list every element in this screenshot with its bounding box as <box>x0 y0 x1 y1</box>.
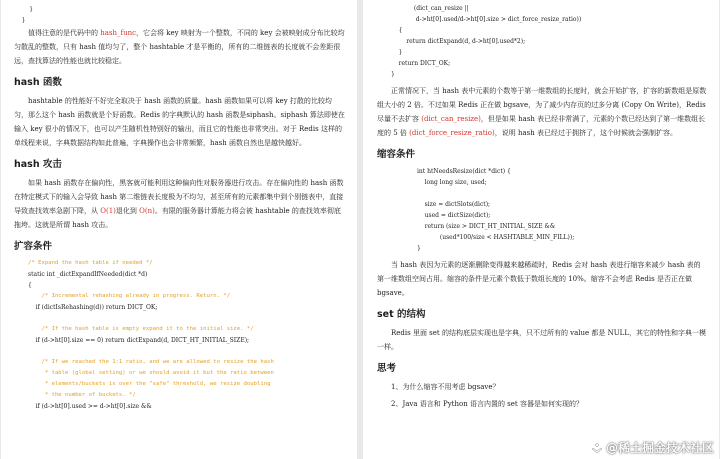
code-line: return dictExpand(d, d->ht[0].used*2); <box>391 38 526 45</box>
code-needs-resize <box>377 166 707 254</box>
code-line: } <box>391 49 403 56</box>
code-line: /* Expand the hash table if needed */ <box>28 260 153 266</box>
code-line: int htNeedsResize(dict *dict) { <box>417 168 511 175</box>
highlight-force-resize-ratio: (dict_force_resize_ratio) <box>409 129 495 137</box>
paragraph-shrink: 当 hash 表因为元素的逐渐删除变得越来越稀疏时，Redis 会对 hash 表进行缩容来减少 hash 表的第一维数组空间占用。缩容的条件是元素个数低于数组长度的 10%。缩容不会考虑 Redis 是否正在做 bgsave。 <box>377 261 701 297</box>
code-line: if (d->ht[0].used >= d->ht[0].size && <box>28 403 152 410</box>
paragraph-hash-function: hashtable 的性能好不好完全取决于 hash 函数的质量。hash 函数如果可以将 key 打散的比较均匀，那么这个 hash 函数就是个好函数。Redis 的字典默认的 hash 函数是siphash。siphash 算法即使在输入 key 很小的情况下，也可以产生随机性特别好的输出，而且它的性能也非常突出。对于 Redis 这样的单线程来说，字典数据结构如此普遍，字典操作也会非常频繁，hash 函数自然也是越快越好。 <box>14 97 345 147</box>
heading-think: 思考 <box>377 363 397 374</box>
code-expand-if-needed <box>14 258 345 412</box>
juejin-logo-icon <box>591 442 603 454</box>
watermark <box>591 439 714 456</box>
heading-set-structure: set 的结构 <box>377 309 426 320</box>
paragraph-set: Redis 里面 set 的结构底层实现也是字典，只不过所有的 value 都是 NULL，其它的特性和字典一模一样。 <box>377 329 706 351</box>
heading-hash-attack: hash 攻击 <box>14 159 62 170</box>
question-item: 1、为什么缩容不用考虑 bgsave？ <box>391 383 500 391</box>
code-line: return (size > DICT_HT_INITIAL_SIZE && <box>417 223 556 230</box>
paragraph-expand <box>377 84 707 140</box>
highlight-on: O(n) <box>139 207 155 215</box>
code-line: /* If we reached the 1:1 ratio, and we are allowed to resize the hash <box>28 359 274 365</box>
question-list <box>377 380 707 411</box>
highlight-dict-can-resize: (dict_can_resize) <box>421 115 481 123</box>
text: 。有限的服务器计算能力将会被 hashtable 的查找效率彻底拖垮。这就是所谓 hash 攻击。 <box>14 207 341 229</box>
heading-expand-condition: 扩容条件 <box>14 241 53 252</box>
right-page <box>363 0 719 459</box>
code-line: used = dictSize(dict); <box>417 212 491 219</box>
code-line <box>417 188 707 199</box>
highlight-o1: O(1) <box>100 207 116 215</box>
paragraph-hash-func <box>14 26 345 68</box>
code-line: if (d->ht[0].size == 0) return dictExpand(d, DICT_HT_INITIAL_SIZE); <box>28 337 250 344</box>
code-line: if (dictIsRehashing(d)) return DICT_OK; <box>28 304 158 311</box>
text: 如果 hash 函数存在偏向性，黑客就可能利用这种偏向性对服务器进行攻击。存在偏向性的 hash 函数在特定模式下的输入会导致 hash 第二维链表长度极为不均匀，甚至所有的元素都集中到个别链表中，直接导致查找效率急剧下降，从 <box>14 179 344 215</box>
code-line: (used*100/size < HASHTABLE_MIN_FILL)); <box>417 234 575 241</box>
code-line: * the number of buckets. */ <box>28 392 136 398</box>
code-line: } <box>391 71 395 78</box>
text: 值得注意的是代码中的 <box>28 29 101 37</box>
heading-hash-function: hash 函数 <box>14 77 62 88</box>
question-item: 2、Java 语言和 Python 语言内置的 set 容器是如何实现的？ <box>391 400 583 408</box>
text: ，说明 hash 表已经过于拥挤了，这个时候就会强制扩容。 <box>494 129 677 137</box>
code-expand-tail <box>377 3 707 80</box>
code-line: static int _dictExpandIfNeeded(dict *d) <box>28 271 148 278</box>
text: 正常情况下，当 hash 表中元素的个数等于第一维数组的长度时，就会开始扩容，扩容的新数组是原数组大小的 2 倍。不过如果 Redis 正在做 bgsave，为了减少内存页的过多分离 (Copy On Write)，Redis 尽量不去扩容 <box>377 87 707 123</box>
code-line <box>28 313 345 324</box>
code-line: long long size, used; <box>417 179 487 186</box>
code-line: * table (global setting) or we should avoid it but the ratio between <box>28 370 274 376</box>
code-line: size = dictSlots(dict); <box>417 201 491 208</box>
code-line: } <box>417 245 421 252</box>
code-line <box>28 346 345 357</box>
code-line: { <box>391 27 403 34</box>
code-line: } <box>14 17 26 24</box>
code-fragment-top <box>14 4 345 26</box>
highlight-hash-func: hash_func <box>100 29 137 37</box>
text: 退化到 <box>115 207 140 215</box>
code-line: * elements/buckets is over the "safe" threshold, we resize doubling <box>28 381 271 387</box>
watermark-text: @稀土掘金技术社区 <box>605 441 714 455</box>
code-line: } <box>14 6 34 13</box>
code-line: { <box>28 282 32 289</box>
code-line: /* Incremental rehashing already in progress. Return. */ <box>28 293 231 299</box>
code-line: return DICT_OK; <box>391 60 451 67</box>
code-line: /* If the hash table is empty expand it to the initial size. */ <box>28 326 254 332</box>
code-line: (dict_can_resize || <box>391 5 469 12</box>
left-page <box>1 0 357 459</box>
paragraph-hash-attack <box>14 176 345 232</box>
code-line: d->ht[0].used/d->ht[0].size > dict_force_resize_ratio)) <box>391 16 582 23</box>
text: ，它会将 key 映射为一个整数，不同的 key 会被映射成分布比较均匀散乱的整数，只有 hash 值均匀了，整个 hashtable 才是平衡的，所有的二维链表的长度就不会差距很远，查找算法的性能也就比较稳定。 <box>14 29 345 65</box>
text: ，但是如果 hash 表已经非常满了，元素的个数已经达到了第一维数组长度的 5 倍 <box>377 115 706 137</box>
heading-shrink-condition: 缩容条件 <box>377 149 416 160</box>
